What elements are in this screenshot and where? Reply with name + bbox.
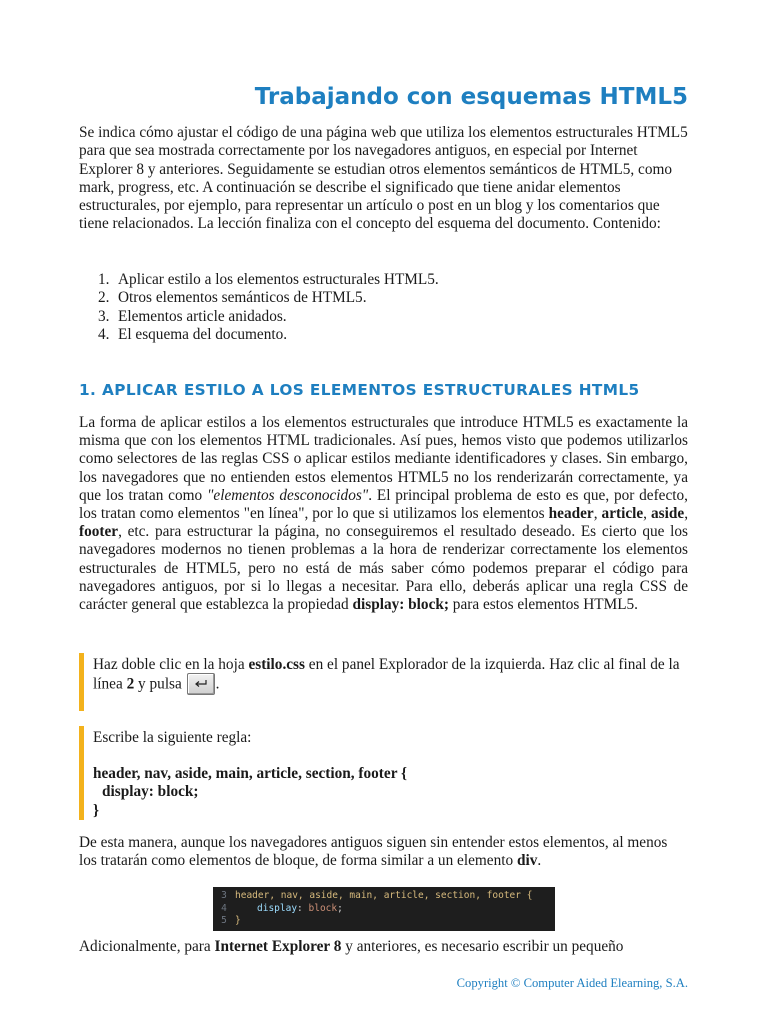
- text-run: en el panel Explorador de la izquierda. Haz clic al final de la línea: [93, 656, 680, 693]
- css-property-text: display: block;: [352, 596, 449, 614]
- code-brace: }: [235, 915, 241, 926]
- text-run: .: [537, 852, 542, 870]
- emphasis-text: "elementos desconocidos": [206, 486, 369, 504]
- text-run: . El principal problema de esto es que, por defecto, los tratan como elementos "en línea", por lo que si utilizamos los elementos: [79, 486, 688, 523]
- section-paragraph: [79, 938, 688, 956]
- text-run: ,: [643, 505, 652, 523]
- code-punctuation: :: [297, 902, 303, 914]
- code-value: block: [308, 902, 338, 914]
- toc-label: Otros elementos semánticos de HTML5.: [118, 289, 367, 307]
- text-run: ,: [684, 505, 689, 523]
- text-run: y anteriores, es necesario escribir un pequeño: [341, 938, 624, 955]
- keyword-footer: footer: [79, 523, 119, 541]
- css-rule-line: }: [93, 801, 100, 819]
- code-punctuation: ;: [337, 902, 343, 914]
- section-paragraph: [79, 414, 688, 614]
- code-line-number: 3: [221, 890, 227, 901]
- text-run: para estos elementos HTML5.: [448, 596, 639, 614]
- instruction-callout: [79, 653, 688, 711]
- toc-number: 4.: [98, 325, 110, 343]
- copyright-footer: Copyright © Computer Aided Elearning, S.A.: [456, 976, 688, 990]
- toc-label: Aplicar estilo a los elementos estructurales HTML5.: [118, 271, 439, 288]
- code-line-number: 5: [221, 915, 227, 926]
- text-run: ,: [593, 505, 602, 523]
- text-run: , etc. para estructurar la página, no conseguiremos el resultado deseado. Es cierto que los navegadores modernos no tienen problemas a la hora de renderizar correctamente los elementos estructurales de HTML5, pero no está de más saber cómo podemos preparar el código para navegadores antiguos, por si lo llegas a necesitar. Para ello, deberás aplicar una regla CSS de carácter general que establezca la propiedad: [79, 523, 688, 614]
- filename-text: estilo.css: [248, 656, 305, 673]
- keyword-article: article: [601, 505, 644, 523]
- keyword-div: div: [516, 852, 538, 870]
- instruction-callout: [79, 726, 688, 820]
- toc-item: [79, 289, 679, 307]
- toc-item: [79, 271, 679, 289]
- css-rule-line: header, nav, aside, main, article, section, footer {: [93, 765, 408, 783]
- code-line-number: 4: [221, 902, 227, 914]
- intro-paragraph: Se indica cómo ajustar el código de una página web que utiliza los elementos estructurales HTML5 para que sea mostrada correctamente por los navegadores antiguos, en especial por Internet Explorer 8 y anteriores. Seguidamente se estudian otros elementos semánticos de HTML5, como mark, progress, etc. A continuación se describe el significado que tiene anidar elementos estructurales, por ejemplo, para representar un artículo o post en un blog y los comentarios que tiene relacionados. La lección finaliza con el concepto del esquema del documento. Contenido:: [79, 124, 688, 233]
- text-run: .: [215, 675, 220, 693]
- browser-name-text: Internet Explorer 8: [214, 938, 342, 955]
- text-run: La forma de aplicar estilos a los elementos estructurales que introduce HTML5 es exactamente la misma que con los elementos HTML tradicionales. Así pues, hemos visto que podemos utilizarlos como selectores de las reglas CSS o aplicar estilos mediante identificadores y clases. Sin embargo, los navegadores que no entienden estos elementos HTML5 no los renderizarán correctamente, ya que los tratan como: [79, 414, 688, 504]
- text-run: Haz doble clic en la hoja: [93, 656, 249, 673]
- text-run: y pulsa: [134, 675, 186, 693]
- toc-number: 2.: [98, 289, 110, 307]
- code-line: [213, 890, 555, 903]
- enter-key-icon: [187, 673, 215, 695]
- toc-item: [79, 326, 679, 344]
- toc-number: 1.: [98, 271, 110, 288]
- callout-intro: Escribe la siguiente regla:: [93, 729, 252, 746]
- line-number-text: 2: [126, 675, 135, 693]
- table-of-contents: [79, 271, 679, 344]
- toc-item: [79, 308, 679, 326]
- keyword-header: header: [548, 505, 594, 523]
- code-property: display: [257, 902, 298, 914]
- code-selector: header, nav, aside, main, article, section, footer {: [235, 890, 533, 901]
- toc-label: Elementos article anidados.: [118, 307, 287, 325]
- text-run: De esta manera, aunque los navegadores antiguos siguen sin entender estos elementos, al menos los tratarán como elementos de bloque, de forma similar a un elemento: [79, 834, 668, 870]
- toc-number: 3.: [98, 307, 110, 325]
- text-run: Adicionalmente, para: [79, 938, 215, 955]
- section-paragraph: [79, 834, 688, 870]
- keyword-aside: aside: [651, 505, 685, 523]
- code-line: [213, 903, 555, 916]
- code-line: [213, 915, 555, 928]
- toc-label: El esquema del documento.: [118, 325, 288, 343]
- page-title: Trabajando con esquemas HTML5: [254, 84, 688, 110]
- css-rule-line: display: block;: [102, 783, 199, 801]
- code-screenshot: [213, 887, 555, 931]
- section-heading: 1. APLICAR ESTILO A LOS ELEMENTOS ESTRUCTURALES HTML5: [79, 381, 640, 399]
